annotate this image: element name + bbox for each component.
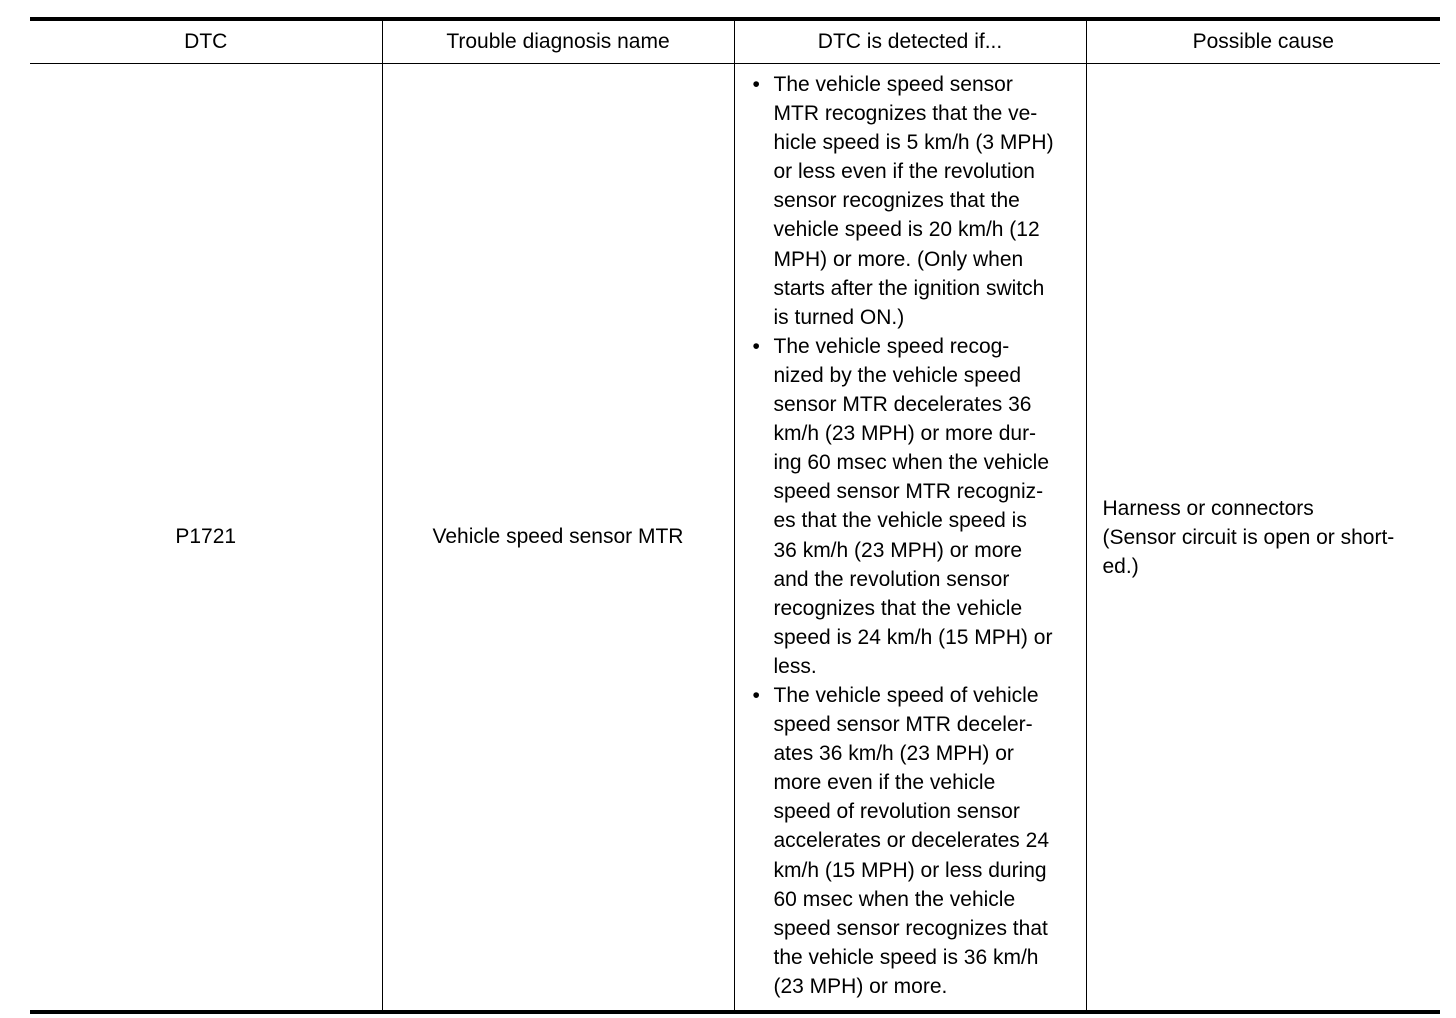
condition-line: speed of revolution sensor [773, 800, 1020, 824]
header-dtc: DTC [30, 19, 382, 64]
condition-line: • The vehicle speed sensor [773, 73, 1013, 96]
condition-line: km/h (15 MPH) or less during [773, 858, 1047, 882]
condition-line: or less even if the revolution [773, 160, 1035, 184]
condition-line: accelerates or decelerates 24 [773, 829, 1049, 853]
condition-line: recognizes that the vehicle [773, 596, 1023, 620]
condition-line: and the revolution sensor [773, 567, 1010, 591]
table-row [30, 64, 1440, 1013]
header-dtc-detected-if: DTC is detected if... [734, 19, 1086, 64]
condition-line: 36 km/h (23 MPH) or more [773, 538, 1023, 562]
condition-line: more even if the vehicle [773, 771, 996, 795]
diagnosis-name: Vehicle speed sensor MTR [382, 64, 734, 1013]
condition-line: • The vehicle speed of vehicle [773, 683, 1039, 707]
condition-item [753, 681, 1076, 1001]
condition-line: sensor recognizes that the [773, 189, 1020, 213]
condition-item [753, 332, 1076, 681]
header-row [30, 19, 1440, 64]
cause-line: (Sensor circuit is open or short- [1102, 525, 1395, 549]
condition-line: hicle speed is 5 km/h (3 MPH) [773, 131, 1054, 155]
condition-line: • The vehicle speed recog- [773, 334, 1010, 358]
condition-list [753, 70, 1076, 1001]
condition-line: less. [773, 654, 817, 678]
detection-conditions [734, 64, 1086, 1013]
condition-line: es that the vehicle speed is [773, 509, 1027, 533]
condition-line: sensor MTR decelerates 36 [773, 393, 1032, 417]
condition-line: MTR recognizes that the ve- [773, 102, 1038, 126]
condition-item [753, 70, 1076, 332]
condition-line: ing 60 msec when the vehicle [773, 451, 1049, 475]
condition-line: ates 36 km/h (23 MPH) or [773, 742, 1014, 766]
condition-line: nized by the vehicle speed [773, 363, 1021, 387]
condition-line: speed sensor recognizes that [773, 916, 1048, 940]
dtc-code: P1721 [30, 64, 382, 1013]
condition-line: speed sensor MTR deceler- [773, 713, 1033, 737]
condition-line: (23 MPH) or more. [773, 974, 948, 998]
condition-line: vehicle speed is 20 km/h (12 [773, 218, 1040, 242]
condition-line: MPH) or more. (Only when [773, 247, 1024, 271]
possible-cause [1086, 64, 1440, 1013]
condition-line: 60 msec when the vehicle [773, 887, 1016, 911]
condition-line: starts after the ignition switch [773, 276, 1045, 300]
condition-line: speed is 24 km/h (15 MPH) or [773, 625, 1053, 649]
condition-line: the vehicle speed is 36 km/h [773, 945, 1039, 969]
header-trouble-diagnosis-name: Trouble diagnosis name [382, 19, 734, 64]
cause-line: Harness or connectors [1102, 496, 1314, 520]
condition-line: km/h (23 MPH) or more dur- [773, 422, 1037, 446]
condition-line: speed sensor MTR recogniz- [773, 480, 1044, 504]
cause-line: ed.) [1102, 554, 1139, 578]
dtc-table [30, 17, 1440, 1014]
condition-line: is turned ON.) [773, 305, 905, 329]
header-possible-cause: Possible cause [1086, 19, 1440, 64]
